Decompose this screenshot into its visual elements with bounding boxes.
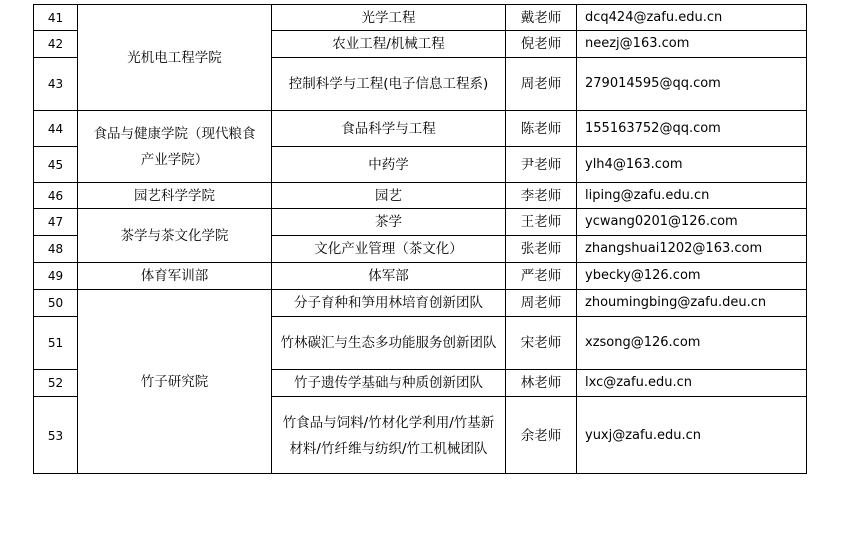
email-address: lxc@zafu.edu.cn (585, 375, 692, 390)
row-number: 51 (47, 336, 64, 350)
email-address: dcq424@zafu.edu.cn (585, 9, 723, 25)
contact-person: 倪老师 (520, 36, 562, 52)
email-address: neezj@163.com (585, 36, 690, 51)
email-address: 279014595@qq.com (585, 76, 721, 91)
contact-person: 尹老师 (520, 156, 562, 173)
row-number: 43 (47, 77, 64, 91)
row-number: 45 (47, 157, 64, 172)
row-number: 44 (47, 121, 64, 136)
contact-table (33, 4, 807, 474)
contact-person: 宋老师 (520, 335, 562, 351)
major-cell: 分子育种和笋用林培育创新团队 (294, 295, 483, 311)
contact-person: 王老师 (520, 214, 562, 230)
row-number: 49 (47, 269, 64, 283)
email-address: xzsong@126.com (585, 335, 701, 350)
contact-person: 余老师 (520, 427, 562, 444)
contact-person: 陈老师 (520, 120, 562, 137)
major-cell: 文化产业管理（茶文化） (314, 241, 463, 257)
contact-person: 周老师 (520, 295, 562, 311)
row-number: 46 (47, 188, 64, 203)
row-number: 52 (47, 376, 64, 390)
row-number: 50 (47, 296, 64, 310)
email-address: ycwang0201@126.com (585, 214, 738, 229)
major-cell: 中药学 (368, 156, 409, 173)
email-address: ybecky@126.com (585, 268, 701, 283)
row-number: 48 (47, 242, 64, 256)
contact-person: 周老师 (520, 76, 562, 92)
contact-person: 戴老师 (520, 9, 562, 26)
email-address: liping@zafu.edu.cn (585, 187, 710, 203)
college-name: 竹子研究院 (140, 374, 209, 390)
major-cell: 控制科学与工程(电子信息工程系) (288, 76, 489, 92)
major-cell: 茶学 (375, 214, 402, 230)
contact-person: 李老师 (520, 187, 562, 204)
contact-person: 林老师 (520, 375, 562, 391)
major-cell: 园艺 (375, 187, 402, 204)
college-name: 食品与健康学院（现代粮食产业学院） (93, 125, 256, 168)
college-name: 茶学与茶文化学院 (120, 227, 229, 244)
college-name: 体育军训部 (140, 268, 209, 284)
email-address: yuxj@zafu.edu.cn (585, 427, 701, 443)
college-name: 园艺科学学院 (134, 187, 215, 204)
major-cell: 竹林碳汇与生态多功能服务创新团队 (280, 335, 497, 351)
major-cell: 农业工程/机械工程 (332, 36, 445, 52)
major-cell: 光学工程 (361, 9, 416, 26)
row-number: 53 (47, 428, 64, 443)
contact-person: 严老师 (520, 268, 562, 284)
college-name: 光机电工程学院 (127, 49, 222, 66)
row-number: 41 (47, 10, 64, 25)
row-number: 47 (47, 215, 64, 229)
email-address: zhangshuai1202@163.com (585, 241, 763, 256)
contact-person: 张老师 (520, 241, 562, 257)
email-address: ylh4@163.com (585, 156, 683, 172)
major-cell: 食品科学与工程 (341, 120, 436, 137)
row-number: 42 (47, 37, 64, 51)
major-cell: 竹子遗传学基础与种质创新团队 (294, 375, 483, 391)
email-address: zhoumingbing@zafu.deu.cn (585, 295, 767, 310)
major-cell: 体军部 (368, 268, 409, 284)
email-address: 155163752@qq.com (585, 120, 721, 136)
major-cell: 竹食品与饲料/竹材化学利用/竹基新材料/竹纤维与纺织/竹工机械团队 (282, 414, 495, 457)
